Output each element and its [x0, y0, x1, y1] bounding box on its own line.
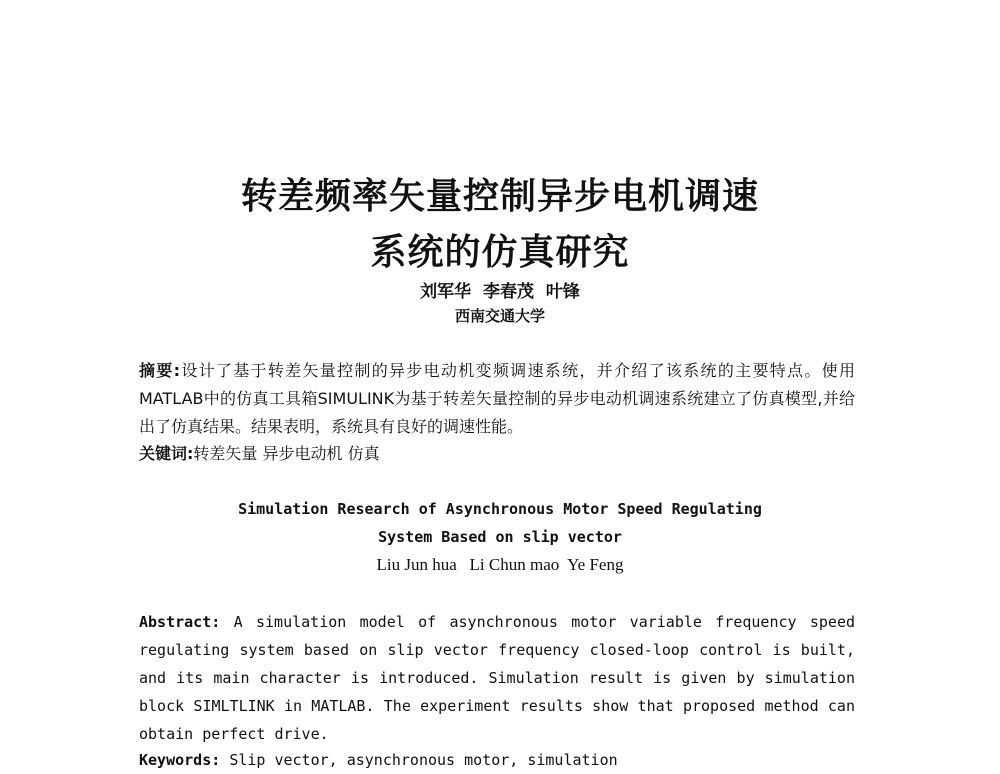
authors-cn: 刘军华 李春茂 叶锋	[420, 282, 580, 302]
keywords-cn	[139, 440, 855, 468]
keywords-en	[139, 746, 855, 774]
keywords-en-text: Slip vector, asynchronous motor, simulation	[229, 751, 618, 769]
abstract-cn-label: 摘要:	[139, 361, 181, 380]
authors-en: Liu Jun hua Li Chun mao Ye Feng	[376, 555, 624, 574]
keywords-cn-label: 关键词:	[139, 444, 194, 463]
abstract-en	[139, 608, 855, 748]
english-title-line2: System Based on slip vector	[378, 528, 622, 546]
abstract-cn	[139, 357, 855, 441]
english-title-line1: Simulation Research of Asynchronous Motor Speed Regulating	[238, 500, 762, 518]
abstract-cn-text: 设计了基于转差矢量控制的异步电动机变频调速系统，并介绍了该系统的主要特点。使用MATLAB中的仿真工具箱SIMULINK为基于转差矢量控制的异步电动机调速系统建立了仿真模型,并给出了仿真结果。结果表明，系统具有良好的调速性能。	[139, 361, 855, 436]
keywords-cn-text: 转差矢量 异步电动机 仿真	[193, 444, 380, 463]
keywords-en-label: Keywords:	[139, 751, 221, 769]
paper-title-line1: 转差频率矢量控制异步电机调速	[240, 176, 759, 217]
abstract-en-text: A simulation model of asynchronous motor variable frequency speed regulating system based on slip vector frequency closed-loop control is built, and its main character is introduced. Simulation result is given by simulation block SIMLTLINK in MATLAB. The experiment results show that proposed method can obtain perfect drive.	[139, 613, 856, 743]
abstract-en-label: Abstract:	[139, 613, 221, 631]
affiliation-cn: 西南交通大学	[454, 307, 545, 325]
paper-title-line2: 系统的仿真研究	[370, 232, 630, 273]
